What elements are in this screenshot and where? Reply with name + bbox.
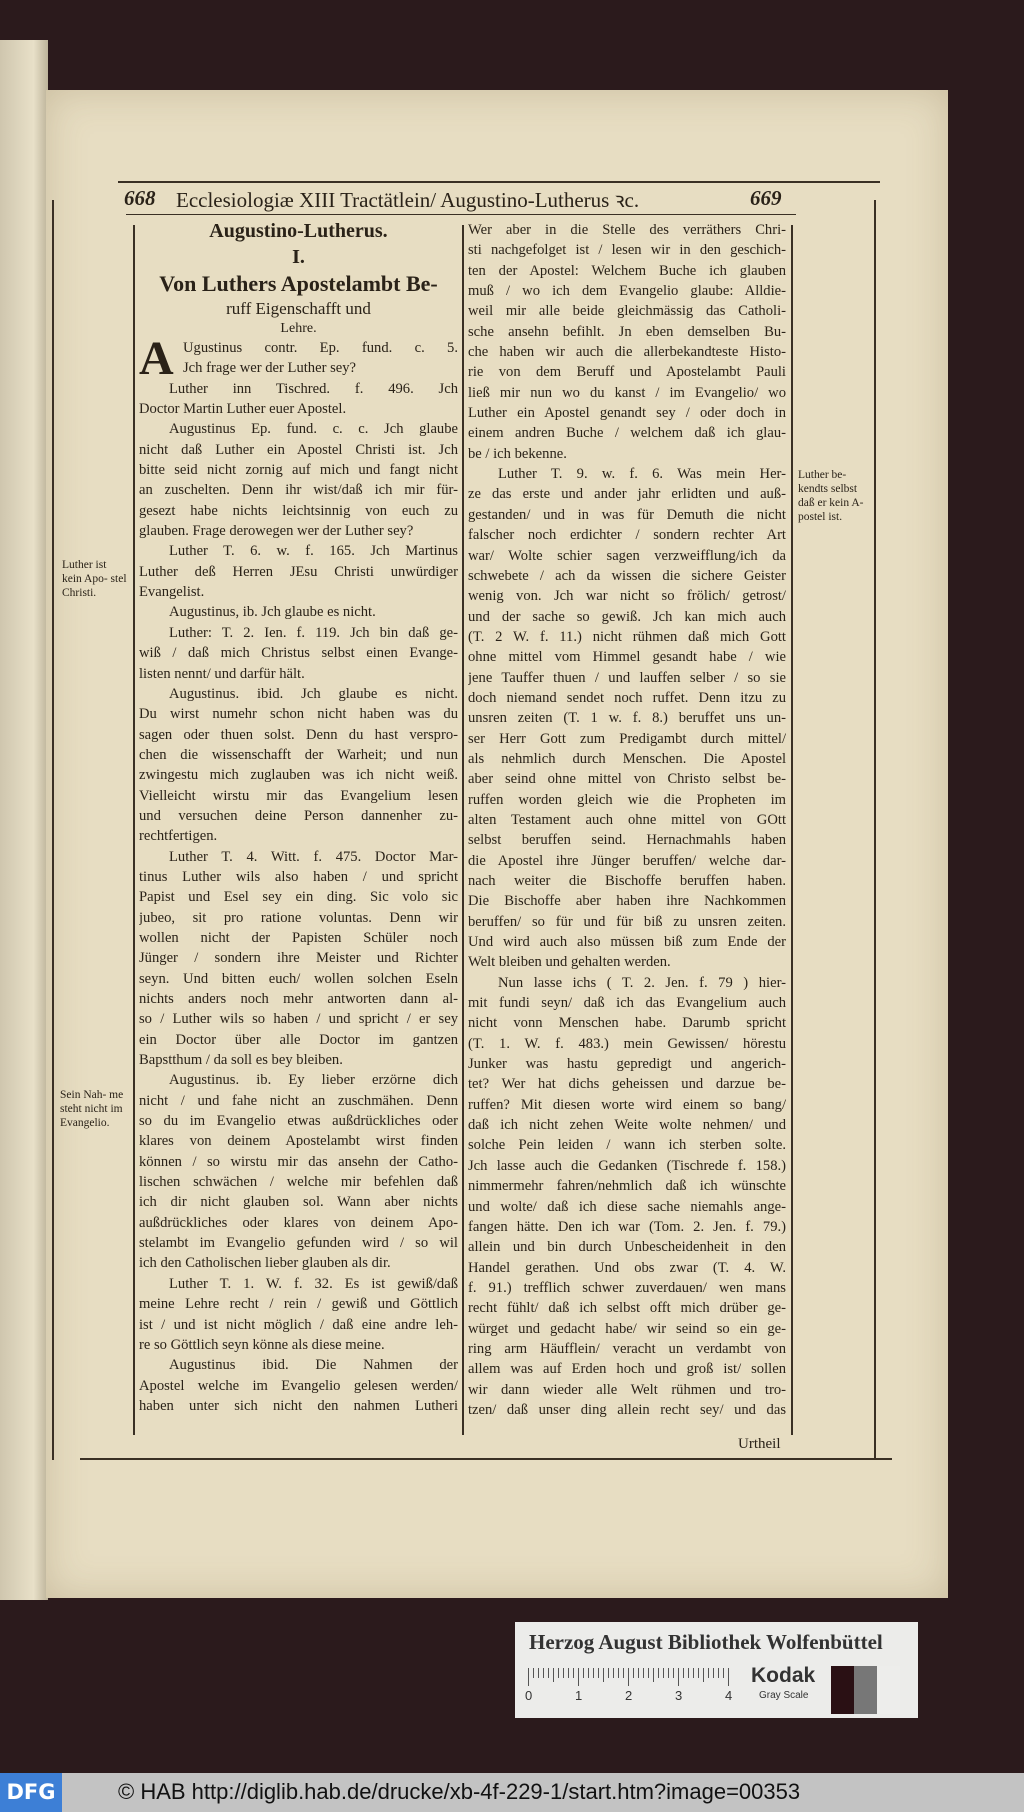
text-line: sagen oder thuen solst. Denn du hast verspro- [139,726,458,743]
text-line: lischen schwächen / welche mir befehlen daß [139,1174,458,1191]
section-number: I. [292,246,305,268]
text-line: Jch frage wer der Luther sey? [183,360,357,377]
text-line: Augustinus, ib. Jch glaube es nicht. [169,604,376,621]
text-line: nicht vonn Menschen habe. Darumb spricht [468,1015,786,1032]
ruler-tick [568,1668,569,1678]
catchword: Urtheil [738,1436,781,1452]
ruler-tick [533,1668,534,1678]
text-line: Nun lasse ichs ( T. 2. Jen. f. 79 ) hier- [498,974,786,991]
text-line: ten der Apostel: Welchem Buche ich glauben [468,262,786,279]
text-line: muß / wo ich dem Evangelio glaube: Alldie- [468,283,786,300]
text-line: zwingestu mich zuglauben was ich nicht weiß. [139,767,458,784]
ruler-tick [658,1668,659,1678]
left-page-number: 668 [124,186,156,210]
text-line: ich dir nicht glauben sol. Wann aber nichts [139,1194,458,1211]
text-line: und der sache so gewiß. Jch kan mich auch [468,608,786,625]
text-line: Welt bleiben und gehalten werden. [468,954,671,971]
text-line: so / Luther wils so haben / und spricht / er sey [139,1011,458,1028]
text-line: recht fühlt/ daß ich selbst offt mich drüber ge- [468,1300,786,1317]
kodak-brand: Kodak [751,1664,816,1687]
ruler-tick [693,1668,694,1678]
text-line: tinus Luther wils also haben / und spricht [139,868,458,885]
ruler-tick [683,1668,684,1678]
ruler-tick [678,1668,679,1686]
ruler-tick [668,1668,669,1678]
ruler-tick [538,1668,539,1678]
ruler-tick [593,1668,594,1678]
text-line: nimmermehr fahren/nehmlich daß ich wünschte [468,1178,786,1195]
ruler-tick [543,1668,544,1678]
adjacent-page-edge [0,40,48,1600]
top-rule [118,181,880,183]
gray-swatch [831,1666,854,1714]
text-line: Bapstthum / da soll es bey bleiben. [139,1052,343,1069]
ruler-tick [588,1668,589,1678]
text-line: falscher noch erdichter / sondern rechter Art [468,527,786,544]
text-line: nicht / und fahe nicht an zuschmähen. Denn [139,1092,458,1109]
text-line: Luther T. 1. W. f. 32. Es ist gewiß/daß [169,1275,458,1292]
text-line: als nehmlich durch Menschen. Die Apostel [468,750,786,767]
text-line: gestanden/ und in was für Demuth die nicht [468,506,786,523]
gray-swatch [877,1666,900,1714]
ruler-tick [528,1668,529,1686]
text-line: sti nachgefolget ist / lesen wir in den geschich- [468,242,786,259]
text-line: würget und gedacht habe/ wir seind so ein ge- [468,1320,786,1337]
text-line: und wolte/ daß ich diese sache niemahls ange- [468,1198,786,1215]
ruler-tick [698,1668,699,1678]
text-line: unsren zeiten (T. 1 w. f. 8.) beruffet uns un- [468,710,786,727]
text-line: ser Herr Gott zum Predigambt durch mittel/ [468,730,786,747]
ruler-tick [713,1668,714,1678]
text-line: so du im Evangelio etwas außdrückliches oder [139,1113,458,1130]
text-line: tzen/ daß unser ding allein recht sey/ und das [468,1401,786,1418]
text-line: Luther T. 4. Witt. f. 475. Doctor Mar- [169,848,458,865]
margin-note: Luther ist kein Apo- stel Christi. [62,559,127,599]
ruler-tick [553,1668,554,1682]
text-line: ließ mir nun wo du kanst / im Evangelio/ wo [468,384,786,401]
text-line: haben unter sich nicht den nahmen Lutheri [139,1397,458,1414]
ruler-tick [603,1668,604,1682]
ruler-tick [578,1668,579,1686]
text-line: an zuschelten. Denn ihr wist/daß ich mir für- [139,482,458,499]
text-line: ring arm Häufflein/ veracht un verdambt von [468,1340,786,1357]
text-line: bitte seid nicht zornig auf mich und fangt nicht [139,462,458,479]
text-line: rie von dem Beruff und Apostelambt Pauli [468,364,786,381]
text-line: weil mir alle beide gleichmässig das Catholi- [468,303,786,320]
drop-cap: A [139,332,174,385]
middle-column-rule [462,225,464,1435]
text-line: wiß / daß mich Christus selbst einen Evange- [139,645,458,662]
text-line: ze das erste und ander jahr erlidten und auß- [468,486,786,503]
text-line: Augustinus. ib. Ey lieber erzörne dich [169,1072,458,1089]
text-line: che haben wir auch die allerbekandteste Histo- [468,344,786,361]
ruler-tick [548,1668,549,1678]
ruler-tick [718,1668,719,1678]
section-heading-line: ruff Eigenschafft und [226,299,371,318]
text-line: ein Doctor über alle Doctor im gantzen [139,1031,458,1048]
text-line: (T. 1. W. f. 483.) mein Gewissen/ hörestu [468,1035,786,1052]
right-column-text [468,220,786,1420]
gray-swatch [854,1666,877,1714]
ruler-label: 4 [725,1688,733,1703]
ruler-label: 0 [525,1688,533,1703]
ruler-tick [633,1668,634,1678]
text-line: Augustinus Ep. fund. c. c. Jch glaube [169,421,458,438]
text-line: Ugustinus contr. Ep. fund. c. 5. [183,340,458,356]
gray-scale-swatches [831,1666,900,1714]
text-line: mit fundi seyn/ daß ich das Evangelium auch [468,995,786,1012]
ruler-tick [608,1668,609,1678]
text-line: Vielleicht wirstu mir das Evangelium lesen [139,787,458,804]
bottom-rule [80,1458,892,1460]
ruler-tick [598,1668,599,1678]
ruler [525,1668,733,1703]
ruler-tick [558,1668,559,1678]
text-line: stelambt im Evangelio gefunden wird / so wil [139,1235,458,1252]
text-line: alten Testament auch ohne mittel von GOtt [468,811,786,828]
text-line: war/ Wolte schier sagen verzweifflung/ich da [468,547,786,564]
ruler-tick [583,1668,584,1678]
ruler-tick [613,1668,614,1678]
text-line: Doctor Martin Luther euer Apostel. [139,401,347,418]
text-line: Handel gerathen. Und obs zwar (T. 4. W. [468,1259,786,1276]
text-line: selbst beruffen seind. Hernachmahls haben [468,832,786,849]
text-line: ich den Catholischen lieber glauben als dir. [139,1255,391,1272]
left-column [139,218,458,1416]
text-line: Du wirst numehr schon nicht haben was du [139,706,458,723]
text-line: daß ich nicht zehen Weite wolte nehmen/ und [468,1117,786,1134]
text-line: Und wird auch also müssen biß zum Ende der [468,934,786,951]
text-line: wollen nicht der Papisten Schüler noch [139,929,458,946]
text-line: nach weiter die Bischoffe beruffen haben. [468,873,786,889]
text-line: glauben. Frage derowegen wer der Luther sey? [139,523,414,540]
text-line: Wer aber in die Stelle des verräthers Chri- [468,222,786,238]
text-line: Jch lasse auch die Gedanken (Tischrede f. 158.) [468,1157,786,1174]
text-line: aber seind ohne mittel von Christo selbst be- [468,771,786,788]
text-line: Jünger / sondern ihre Meister und Richter [139,950,458,967]
text-line: tet? Wer hat dichs geheissen und darzue be- [468,1076,786,1093]
text-line: ohne mittel vom Himmel gesandt habe / wie [468,649,786,666]
text-line: Luther T. 9. w. f. 6. Was mein Her- [498,466,786,483]
text-line: f. 91.) trefflich schwer zuverdauen/ wen mans [468,1279,786,1296]
ruler-tick [703,1668,704,1682]
institution-name: Herzog August Bibliothek Wolfenbüttel [529,1630,883,1654]
copyright-link[interactable]: © HAB http://diglib.hab.de/drucke/xb-4f-229-1/start.htm?image=00353 [118,1779,801,1804]
text-line: Luther ein Apostel genandt sey / oder doch in [468,405,786,422]
right-page-number: 669 [750,186,782,210]
text-line: Augustinus. ibid. Jch glaube es nicht. [169,685,458,702]
ruler-tick [638,1668,639,1678]
ruler-tick [653,1668,654,1682]
text-line: jubeo, sit pro ratione voluntas. Denn wir [139,909,458,926]
ruler-label: 2 [625,1688,633,1703]
ruler-tick [628,1668,629,1686]
header-rule [126,214,796,215]
text-line: allein und bin durch Unbescheidenheit in den [468,1239,786,1256]
ruler-tick [648,1668,649,1678]
text-line: Evangelist. [139,584,205,601]
text-line: Augustinus ibid. Die Nahmen der [169,1357,458,1374]
section-heading-line: Lehre. [280,321,317,336]
ruler-tick [618,1668,619,1678]
text-line: Luther: T. 2. Ien. f. 119. Jch bin daß ge- [169,624,458,641]
text-line: Apostel welche im Evangelio gelesen werden/ [139,1377,458,1394]
ruler-tick [573,1668,574,1678]
text-line: Junker was hastu gepredigt und angerich- [468,1056,786,1073]
text-line: gesezt habe nichts leichtsinnig von euch zu [139,502,458,519]
text-line: rechtfertigen. [139,828,218,845]
text-line: außdrückliches oder klares von deinem Apo- [139,1214,458,1231]
text-line: wir dann wieder alle Welt rühmen und tro- [468,1381,786,1398]
ruler-label: 1 [575,1688,583,1703]
outer-left-rule [52,200,54,1460]
text-line: klares von deinem Apostelambt wirst finden [139,1133,458,1150]
outer-right-rule [874,200,876,1460]
text-line: sche ansehn befihlt. Jn eben demselben Bu- [468,323,786,340]
text-line: einem andren Buche / welchem daß ich glau- [468,425,786,442]
text-line: meine Lehre recht / rein / gewiß und Göttlich [139,1296,458,1313]
ruler-tick [673,1668,674,1678]
left-column-text [139,332,458,1416]
text-line: chen die wissenschafft der Warheit; und nun [139,746,458,763]
kodak-sub: Gray Scale [759,1690,809,1701]
text-line: und versuchen deine Person dannenher zu- [139,807,458,824]
text-line: jene Tauffer thuen / und lauffen selber / so sie [468,669,786,686]
ruler-tick [563,1668,564,1678]
text-line: doch niemand sendet noch ruffet. Denn itzu zu [468,689,786,706]
text-line: schwebete / ach da wissen die sichere Geister [468,567,786,584]
ruler-tick [723,1668,724,1678]
text-line: re so Göttlich seyn könne als diese meine. [139,1336,385,1353]
text-line: allem was auf Erden hoch und groß ist/ sollen [468,1361,786,1378]
footer-bar [0,1773,1024,1812]
text-line: ist / und ist nicht möglich / daß eine andre leh- [139,1316,458,1333]
text-line: nicht daß Luther ein Apostel Christi ist. Jch [139,441,458,458]
ruler-tick [728,1668,729,1686]
text-line: Luther inn Tischred. f. 496. Jch [169,380,458,397]
right-column-rule [791,225,793,1435]
text-line: solche Pein leiden / wann ich sterben solte. [468,1137,786,1154]
ruler-tick [643,1668,644,1678]
ruler-tick [708,1668,709,1678]
text-line: ruffen worden gleich wie die Propheten im [468,791,786,808]
text-line: Luther deß Herren JEsu Christi unwürdiger [139,563,458,580]
text-line: wenig von. Jch war nicht so frölich/ getrost/ [468,588,786,605]
left-column-rule [133,225,135,1435]
text-line: (T. 2 W. f. 11.) nicht rühmen daß mich Gott [468,628,786,645]
text-line: die Apostel ihre Jünger beruffen/ welche dar- [468,852,786,869]
margin-note: Sein Nah- me steht nicht im Evangelio. [60,1089,124,1129]
text-line: fangen hätte. Den ich war (Tom. 2. Jen. f. 79.) [468,1218,786,1235]
scale-card [515,1622,918,1718]
dfg-logo: DFG [0,1773,62,1812]
running-title: Ecclesiologiæ XIII Tractätlein/ Augustino-Lutherus ꝛc. [176,188,640,212]
section-heading-line: Von Luthers Apostelambt Be- [159,271,438,296]
text-line: beruffen/ so für und für biß zu unsren zeiten. [468,913,786,930]
text-line: listen nennt/ und darfür hält. [139,665,305,682]
ruler-label: 3 [675,1688,683,1703]
text-line: nichts anders noch mehr antworten dann al- [139,991,458,1007]
text-line: Die Bischoffe aber haben ihre Nachkommen [468,893,786,910]
text-line: ruffen? Mit diesen worte wird einem so bang/ [468,1096,786,1113]
margin-note: Luther be- kendts selbst daß er kein A- postel ist. [798,469,864,523]
text-line: seyn. Und bitten euch/ wollen solchen Eseln [139,970,458,987]
ruler-tick [663,1668,664,1678]
section-title: Augustino-Lutherus. [209,220,388,242]
ruler-tick [688,1668,689,1678]
text-line: be / ich bekenne. [468,445,567,462]
text-line: können / so wirstu mir das ansehn der Catho- [139,1153,458,1170]
text-line: Luther T. 6. w. f. 165. Jch Martinus [169,543,458,560]
text-line: Papist und Esel sey ein ding. Sic volo sic [139,889,458,906]
ruler-tick [623,1668,624,1678]
